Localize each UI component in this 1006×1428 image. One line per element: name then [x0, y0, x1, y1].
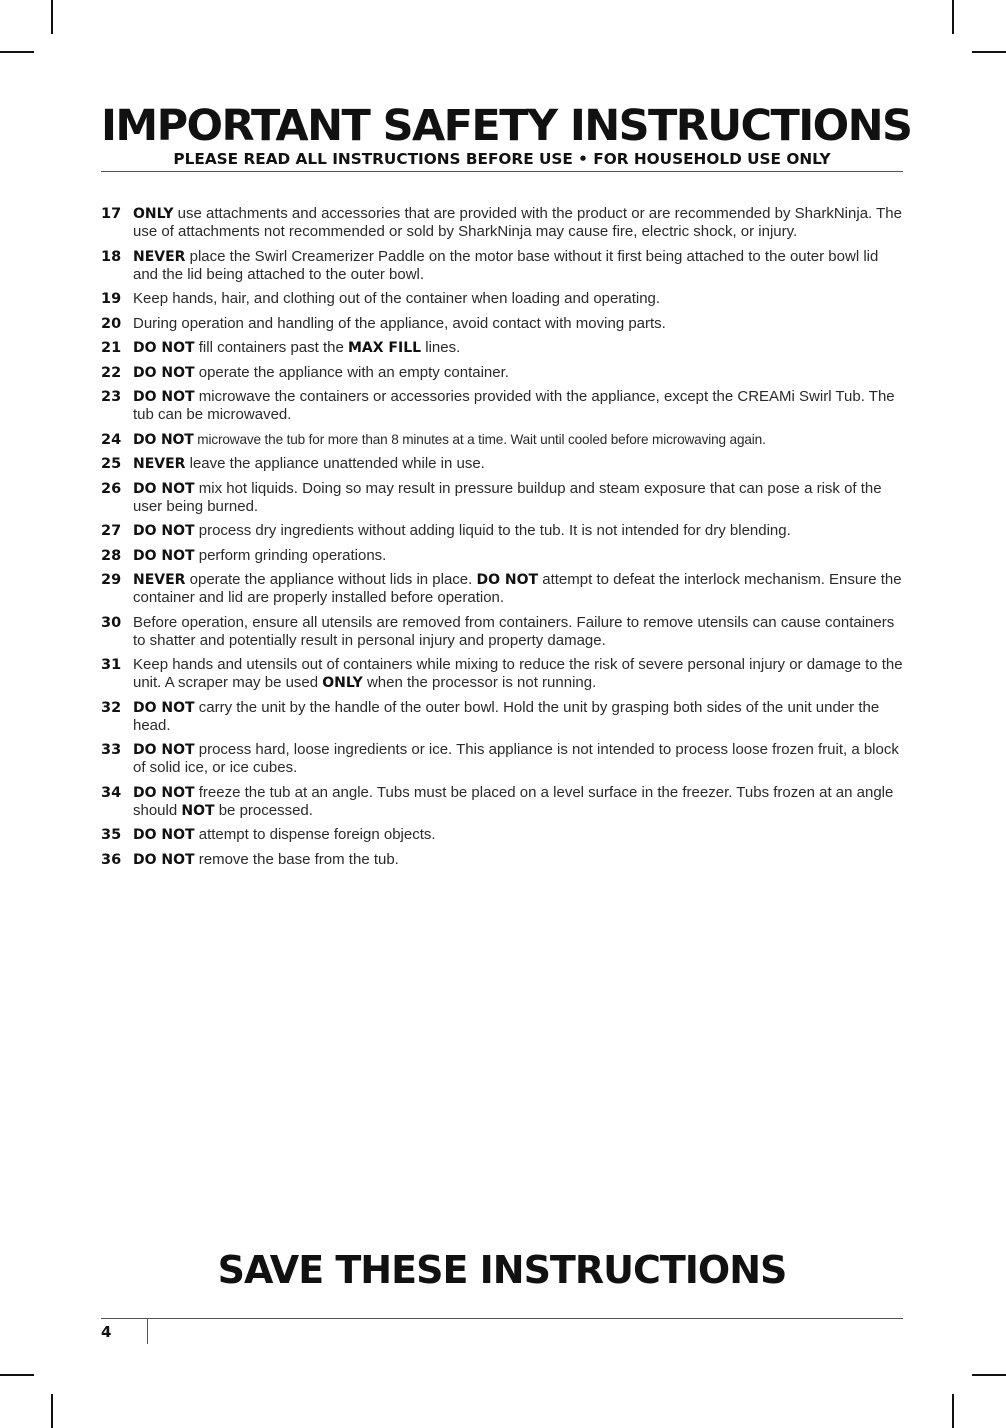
instruction-number: 23 [101, 389, 122, 405]
instruction-number: 24 [101, 431, 122, 448]
instruction-item [101, 826, 907, 844]
instruction-text-run: process dry ingredients without adding liquid to the tub. It is not intended for dry blending. [194, 522, 791, 539]
instruction-text-run: place the Swirl Creamerizer Paddle on the motor base without it first being attached to the outer bowl lid and the lid being attached to the outer bowl. [133, 247, 879, 283]
instruction-number: 27 [101, 523, 122, 539]
instruction-text-run: Keep hands, hair, and clothing out of the container when loading and operating. [133, 290, 661, 307]
instruction-text-run: During operation and handling of the appliance, avoid contact with moving parts. [133, 314, 666, 332]
instruction-item [101, 364, 907, 382]
instruction-text [133, 656, 907, 692]
instruction-text-run: operate the appliance without lids in place. [185, 571, 477, 588]
instruction-emphasis: DO NOT [133, 480, 195, 497]
instruction-text [133, 248, 907, 284]
instruction-item [101, 784, 907, 820]
instruction-number: 33 [101, 742, 122, 758]
instruction-item [101, 431, 907, 449]
instruction-number: 28 [101, 547, 122, 564]
instruction-item [101, 248, 907, 284]
crop-mark-top-right-horizontal [972, 51, 1006, 53]
instruction-text-run: carry the unit by the handle of the outer bowl. Hold the unit by grasping both sides of the unit under the head. [133, 698, 880, 734]
instruction-text-run: process hard, loose ingredients or ice. This appliance is not intended to process loose frozen fruit, a block of solid ice, or ice cubes. [133, 741, 899, 776]
instruction-number: 21 [101, 340, 122, 356]
instruction-number: 35 [101, 827, 122, 843]
instruction-number: 30 [101, 614, 122, 631]
instruction-text [133, 455, 907, 473]
instruction-emphasis: DO NOT [476, 572, 539, 588]
instruction-text [133, 480, 907, 516]
instruction-text-run: attempt to defeat the interlock mechanism. Ensure the container and lid are properly installed before operation. [133, 571, 902, 606]
instruction-text [133, 826, 907, 844]
instruction-text [133, 205, 907, 241]
crop-mark-top-left-horizontal [0, 51, 34, 53]
instruction-text [133, 290, 907, 308]
instruction-emphasis: DO NOT [133, 389, 195, 405]
instruction-emphasis: NEVER [133, 572, 186, 588]
instruction-text-run: attempt to dispense foreign objects. [194, 826, 436, 843]
instruction-item [101, 614, 907, 650]
instruction-emphasis: MAX FILL [348, 340, 422, 356]
instruction-text [133, 388, 907, 424]
instruction-item [101, 339, 907, 357]
header-divider [101, 171, 903, 172]
instruction-text [133, 614, 907, 650]
instruction-emphasis: NOT [181, 802, 215, 819]
instruction-emphasis: DO NOT [133, 699, 195, 716]
instruction-text-run: leave the appliance unattended while in use. [185, 455, 485, 472]
crop-mark-top-right-vertical [952, 0, 954, 34]
crop-mark-bottom-right-horizontal [972, 1374, 1006, 1376]
instruction-emphasis: NEVER [133, 248, 186, 265]
instruction-emphasis: DO NOT [133, 364, 195, 381]
instruction-item [101, 290, 907, 308]
instruction-text [133, 741, 907, 777]
instruction-text-run: microwave the tub for more than 8 minutes at a time. Wait until cooled before microwaving again. [193, 431, 766, 447]
instruction-emphasis: DO NOT [133, 742, 195, 758]
instruction-text-run: freeze the tub at an angle. Tubs must be placed on a level surface in the freezer. Tubs frozen at an angle should [133, 783, 894, 819]
instruction-text-run: lines. [421, 339, 461, 356]
instruction-number: 19 [101, 291, 122, 307]
instruction-text [133, 571, 907, 607]
instruction-item [101, 522, 907, 540]
instruction-text-run: fill containers past the [194, 339, 348, 356]
instruction-text [133, 364, 907, 382]
instruction-number: 36 [101, 851, 122, 868]
instruction-text-run: microwave the containers or accessories provided with the appliance, except the CREAMi Swirl Tub. The tub can be microwaved. [133, 388, 895, 423]
instruction-text-run: Keep hands and utensils out of containers while mixing to reduce the risk of severe personal injury or damage to the unit. A scraper may be used [133, 656, 903, 691]
instruction-number: 29 [101, 572, 122, 588]
instruction-emphasis: DO NOT [133, 523, 195, 539]
instruction-emphasis: DO NOT [133, 784, 195, 801]
instruction-text-run: when the processor is not running. [362, 674, 597, 691]
instruction-text-run: use attachments and accessories that are provided with the product or are recommended by SharkNinja. The use of attachments not recommended or sold by SharkNinja may cause fire, electric shock, or injury. [133, 205, 902, 240]
instruction-number: 34 [101, 784, 122, 801]
instruction-item [101, 547, 907, 565]
instruction-text-run: remove the base from the tub. [194, 850, 399, 868]
instruction-list [101, 205, 907, 875]
instruction-emphasis: ONLY [322, 675, 363, 691]
instruction-item [101, 388, 907, 424]
instruction-text [133, 784, 907, 820]
instruction-emphasis: DO NOT [133, 851, 195, 868]
instruction-text [133, 315, 907, 333]
instruction-emphasis: ONLY [133, 206, 174, 222]
instruction-number: 26 [101, 480, 122, 497]
instruction-number: 32 [101, 699, 122, 716]
instruction-item [101, 656, 907, 692]
instruction-item [101, 480, 907, 516]
page-subtitle: PLEASE READ ALL INSTRUCTIONS BEFORE USE • FOR HOUSEHOLD USE ONLY [173, 150, 831, 168]
instruction-emphasis: DO NOT [133, 431, 194, 448]
instruction-item [101, 455, 907, 473]
crop-mark-bottom-left-horizontal [0, 1374, 34, 1376]
instruction-item [101, 205, 907, 241]
instruction-number: 17 [101, 206, 122, 222]
instruction-text-run: perform grinding operations. [194, 546, 387, 564]
footer-divider [101, 1318, 903, 1319]
instruction-number: 20 [101, 315, 122, 332]
crop-mark-top-left-vertical [51, 0, 53, 34]
instruction-emphasis: NEVER [133, 456, 186, 472]
save-instructions-heading: SAVE THESE INSTRUCTIONS [217, 1248, 787, 1292]
instruction-text [133, 431, 907, 449]
instruction-text [133, 851, 907, 869]
instruction-item [101, 741, 907, 777]
instruction-text [133, 522, 907, 540]
instruction-text-run: mix hot liquids. Doing so may result in pressure buildup and steam exposure that can pose a risk of the user being burned. [133, 479, 882, 515]
crop-mark-bottom-right-vertical [952, 1394, 954, 1428]
instruction-text-run: Before operation, ensure all utensils are removed from containers. Failure to remove utensils can cause containers to shatter and potentially result in personal injury and property damage. [133, 613, 895, 649]
instruction-item [101, 315, 907, 333]
instruction-text [133, 547, 907, 565]
instruction-text-run: be processed. [214, 801, 313, 819]
instruction-number: 25 [101, 456, 122, 472]
instruction-text-run: operate the appliance with an empty container. [194, 363, 509, 381]
page-number: 4 [101, 1323, 112, 1341]
instruction-item [101, 699, 907, 735]
instruction-number: 31 [101, 657, 122, 673]
instruction-text [133, 339, 907, 357]
instruction-emphasis: DO NOT [133, 827, 195, 843]
instruction-number: 22 [101, 364, 122, 381]
page-number-separator [147, 1319, 148, 1344]
instruction-text [133, 699, 907, 735]
instruction-number: 18 [101, 248, 122, 265]
instruction-item [101, 571, 907, 607]
instruction-emphasis: DO NOT [133, 340, 195, 356]
crop-mark-bottom-left-vertical [51, 1394, 53, 1428]
page-title: IMPORTANT SAFETY INSTRUCTIONS [101, 101, 912, 151]
instruction-emphasis: DO NOT [133, 547, 195, 564]
instruction-item [101, 851, 907, 869]
